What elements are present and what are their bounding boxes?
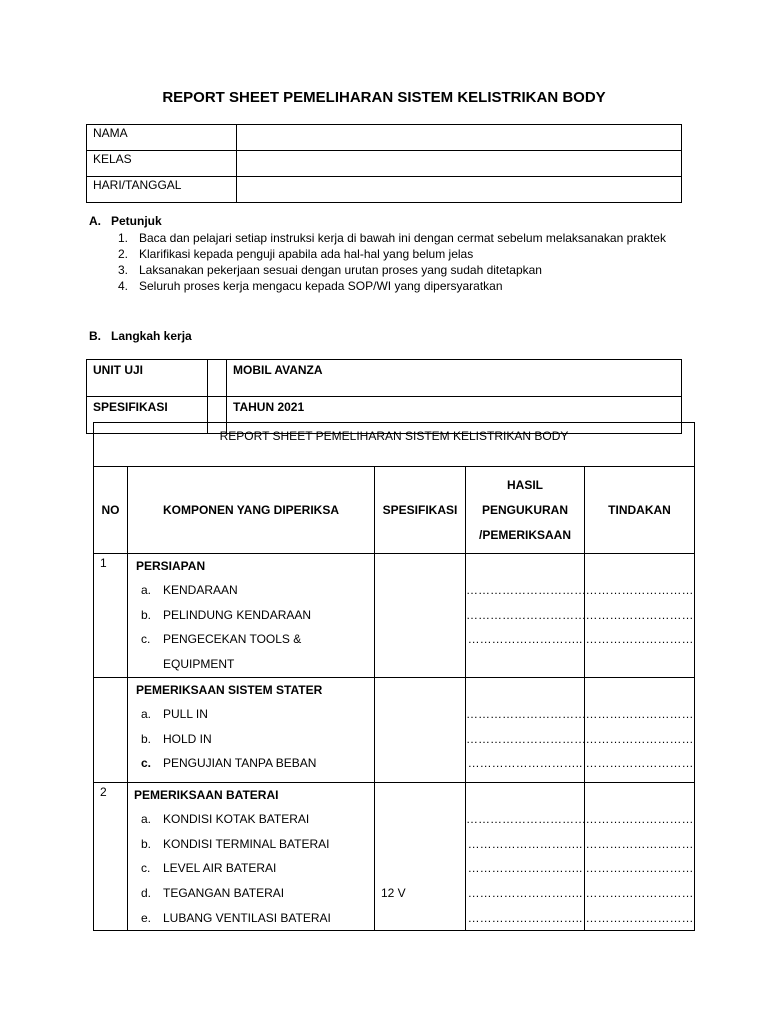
- list-text: Baca dan pelajari setiap instruksi kerja di bawah ini dengan cermat sebelum melaksanakan praktek: [139, 231, 666, 245]
- spec-value: [381, 906, 459, 931]
- item-marker: c.: [141, 632, 151, 647]
- hasil-field[interactable]: …………………………: [466, 607, 586, 622]
- item-text: KONDISI TERMINAL BATERAI: [163, 836, 330, 851]
- row-tindakan: [585, 677, 695, 782]
- hasil-field[interactable]: ………………………..: [467, 836, 583, 851]
- row-number: [94, 677, 128, 782]
- identity-value-kelas[interactable]: [237, 151, 682, 177]
- tindakan-field[interactable]: ………………………: [585, 756, 694, 771]
- hasil-field[interactable]: …………………………: [466, 811, 586, 826]
- list-number: 3.: [118, 263, 129, 277]
- item-marker: b.: [141, 607, 152, 622]
- unit-row: [87, 360, 682, 397]
- list-item: [134, 856, 368, 881]
- section-langkah-kerja: [89, 329, 192, 343]
- section-petunjuk: [89, 214, 689, 294]
- section-letter: B.: [89, 329, 101, 343]
- tindakan-field[interactable]: ………………………: [585, 583, 694, 597]
- spec-value: [381, 856, 459, 881]
- header-hasil: [466, 467, 585, 554]
- list-item: [136, 751, 368, 776]
- row-tindakan: [585, 554, 695, 678]
- row-components: [128, 782, 375, 931]
- unit-value: MOBIL AVANZA: [227, 360, 682, 397]
- tindakan-field[interactable]: ………………………: [585, 910, 694, 925]
- list-item: [89, 262, 689, 278]
- identity-row: [87, 177, 682, 203]
- item-text: KENDARAAN: [163, 583, 238, 597]
- list-item: [136, 578, 368, 603]
- group-title: PEMERIKSAAN BATERAI: [134, 787, 279, 802]
- spec-value: [381, 751, 459, 776]
- identity-row: [87, 125, 682, 151]
- row-components: [128, 554, 375, 678]
- item-marker: b.: [141, 836, 152, 851]
- group-title: PERSIAPAN: [136, 559, 206, 573]
- list-text: Klarifikasi kepada penguji apabila ada hal-hal yang belum jelas: [139, 247, 474, 261]
- list-item: [136, 727, 368, 752]
- row-hasil: [466, 677, 585, 782]
- item-marker: a.: [141, 811, 152, 826]
- list-item: [89, 278, 689, 294]
- unit-spacer: [208, 360, 227, 397]
- list-number: 4.: [118, 279, 129, 293]
- row-hasil: [466, 782, 585, 931]
- hasil-field[interactable]: ………………………..: [467, 910, 583, 925]
- section-title: Langkah kerja: [111, 329, 192, 343]
- header-hasil-line: HASIL: [507, 477, 543, 492]
- section-heading: [89, 214, 689, 228]
- hasil-field[interactable]: …………………………: [466, 731, 586, 746]
- list-item: [134, 906, 368, 931]
- unit-value: TAHUN 2021: [227, 397, 682, 434]
- list-text: Laksanakan pekerjaan sesuai dengan urutan proses yang sudah ditetapkan: [139, 263, 542, 277]
- report-table: [93, 422, 695, 931]
- petunjuk-list: [89, 230, 689, 294]
- spec-value: [381, 603, 459, 628]
- row-number: 1: [94, 554, 128, 678]
- header-hasil-line: /PEMERIKSAAN: [478, 527, 571, 542]
- item-text: PULL IN: [163, 706, 208, 721]
- hasil-field[interactable]: ………………………..: [467, 885, 583, 900]
- table-row: [94, 554, 695, 678]
- item-text: EQUIPMENT: [163, 657, 235, 672]
- tindakan-field[interactable]: ………………………: [585, 885, 694, 900]
- list-number: 2.: [118, 247, 129, 261]
- hasil-field[interactable]: ………………………..: [467, 861, 583, 876]
- item-marker: d.: [141, 886, 152, 901]
- identity-label: KELAS: [87, 151, 237, 177]
- list-item: [136, 652, 368, 677]
- unit-label: UNIT UJI: [87, 360, 208, 397]
- header-hasil-line: PENGUKURAN: [481, 502, 568, 517]
- item-text: TEGANGAN BATERAI: [163, 886, 285, 901]
- item-text: PENGUJIAN TANPA BEBAN: [163, 756, 317, 771]
- list-item: [134, 807, 368, 832]
- tindakan-field[interactable]: ………………………: [585, 836, 694, 851]
- section-title: Petunjuk: [111, 214, 162, 228]
- item-text: LEVEL AIR BATERAI: [163, 861, 277, 876]
- item-text: PELINDUNG KENDARAAN: [163, 607, 312, 622]
- item-text: KONDISI KOTAK BATERAI: [163, 811, 310, 826]
- list-item: [89, 246, 689, 262]
- row-spec: [375, 677, 466, 782]
- spec-value: [381, 727, 459, 752]
- item-marker: a.: [141, 583, 152, 597]
- row-spec: [375, 782, 466, 931]
- hasil-field[interactable]: …………………………: [466, 583, 586, 597]
- spec-value: [381, 807, 459, 832]
- report-caption-row: [94, 423, 695, 467]
- spec-value: [381, 702, 459, 727]
- group-title: PEMERIKSAAN SISTEM STATER: [136, 682, 323, 697]
- list-item: [136, 702, 368, 727]
- row-tindakan: [585, 782, 695, 931]
- hasil-field[interactable]: ………………………..: [467, 632, 583, 647]
- identity-label: NAMA: [87, 125, 237, 151]
- identity-label: HARI/TANGGAL: [87, 177, 237, 203]
- list-item: [136, 603, 368, 628]
- row-number: 2: [94, 782, 128, 931]
- section-letter: A.: [89, 214, 101, 228]
- header-spesifikasi: SPESIFIKASI: [375, 467, 466, 554]
- tindakan-field[interactable]: ………………………: [585, 731, 694, 746]
- row-components: [128, 677, 375, 782]
- list-item: [134, 832, 368, 857]
- spec-value: [381, 832, 459, 857]
- header-no: NO: [94, 467, 128, 554]
- list-text: Seluruh proses kerja mengacu kepada SOP/WI yang dipersyaratkan: [139, 279, 503, 293]
- list-number: 1.: [118, 231, 129, 245]
- row-spec: [375, 554, 466, 678]
- tindakan-field[interactable]: ………………………: [585, 811, 694, 826]
- spec-value: 12 V: [381, 885, 406, 900]
- document-title: REPORT SHEET PEMELIHARAN SISTEM KELISTRIKAN BODY: [162, 89, 606, 106]
- table-row: [94, 782, 695, 931]
- list-item: [134, 881, 368, 906]
- table-row: [94, 677, 695, 782]
- list-item: [89, 230, 689, 246]
- item-marker: e.: [141, 910, 152, 925]
- header-komponen: KOMPONEN YANG DIPERIKSA: [128, 467, 375, 554]
- item-marker: b.: [141, 731, 152, 746]
- hasil-field[interactable]: ………………………..: [467, 756, 583, 771]
- row-hasil: [466, 554, 585, 678]
- identity-value-nama[interactable]: [237, 125, 682, 151]
- header-tindakan: TINDAKAN: [585, 467, 695, 554]
- item-text: PENGECEKAN TOOLS &: [163, 632, 302, 647]
- identity-value-tanggal[interactable]: [237, 177, 682, 203]
- tindakan-field[interactable]: ………………………: [585, 861, 694, 876]
- spec-value: [381, 627, 459, 652]
- spec-value: [381, 578, 459, 603]
- report-header-row: [94, 467, 695, 554]
- item-marker: c.: [141, 756, 152, 771]
- tindakan-field[interactable]: ………………………: [585, 706, 694, 721]
- tindakan-field[interactable]: ………………………: [585, 607, 694, 622]
- item-text: LUBANG VENTILASI BATERAI: [163, 910, 331, 925]
- report-caption: REPORT SHEET PEMELIHARAN SISTEM KELISTRIKAN BODY: [94, 423, 695, 467]
- item-text: HOLD IN: [163, 731, 212, 746]
- identity-table: [86, 124, 682, 203]
- list-item: [136, 627, 368, 652]
- identity-row: [87, 151, 682, 177]
- item-marker: c.: [141, 861, 151, 876]
- tindakan-field[interactable]: ………………………: [585, 632, 694, 647]
- item-marker: a.: [141, 706, 152, 721]
- unit-label: SPESIFIKASI: [87, 397, 208, 434]
- hasil-field[interactable]: …………………………: [466, 706, 586, 721]
